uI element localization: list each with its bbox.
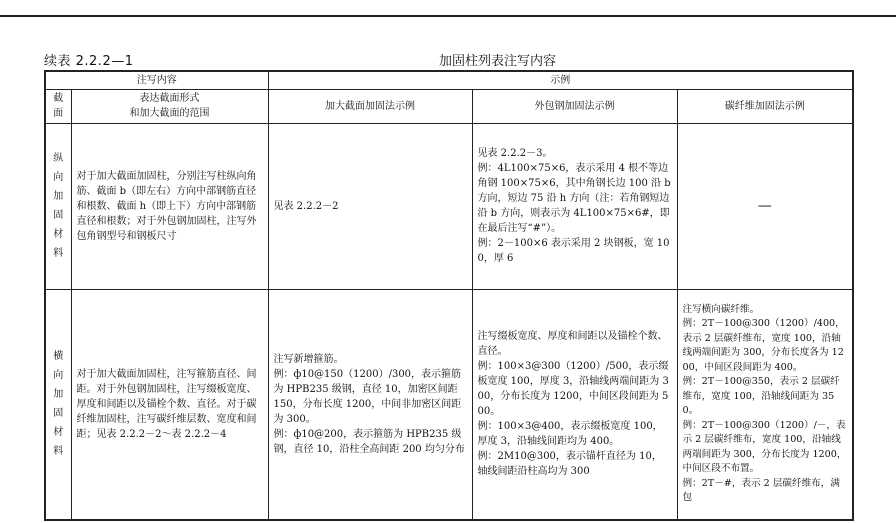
section-char: 向	[53, 370, 64, 382]
section-char: 横	[53, 351, 64, 363]
row-steel-example: 注写缀板宽度、厚度和间距以及锚栓个数、直径。 例：100×3@300（1200）/500，表示缀板宽度 100，厚度 3，沿轴线两端间距为 300，分布长度为 1200，中间区段间距为 500。 例：100×3@400，表示缀板宽度 100，厚度 3，沿轴线间距均为 400。 例：2M10@300，表示锚杆直径为 10，轴线间距沿柱高均为 300	[472, 289, 677, 520]
header-steel-method: 外包钢加固法示例	[472, 89, 677, 123]
row-fiber-example: —	[677, 123, 853, 289]
top-rule	[0, 15, 896, 17]
header-fiber-method: 碳纤维加固法示例	[677, 89, 853, 123]
section-char: 加	[53, 191, 64, 202]
table-title: 加固柱列表注写内容	[439, 54, 557, 69]
header-group-content: 注写内容	[45, 71, 268, 89]
header-group-row	[45, 71, 853, 89]
header-section: 截 面	[45, 89, 71, 123]
section-char: 加	[53, 389, 64, 401]
section-char: 纵	[53, 153, 64, 164]
row-enlarge-example: 注写新增箍筋。 例：ф10@150（1200）/300，表示箍筋为 HPB235 级钢，直径 10，加密区间距 150，分布长度 1200，中间非加密区间距为 300。 例：ф10@200，表示箍筋为 HPB235 级钢，直径 10，沿柱全高间距 200 均匀分布	[268, 289, 472, 520]
section-char: 固	[53, 408, 64, 420]
row-section-label	[45, 289, 71, 520]
row-section-label	[45, 123, 71, 289]
section-char: 材	[53, 427, 64, 439]
table-row	[45, 123, 853, 289]
header-description: 表达截面形式 和加大截面的范围	[71, 89, 268, 123]
table-row	[45, 289, 853, 520]
title-row	[44, 50, 852, 68]
header-group-examples: 示例	[268, 71, 853, 89]
row-fiber-example: 注写横向碳纤维。 例：2T－100@300（1200）/400，表示 2 层碳纤维布，宽度 100，沿轴线两端间距为 300，分布长度各为 1200，中间区段间距为 400。 例：2T－100@350，表示 2 层碳纤维布，宽度 100，沿轴线间距为 350。 例：2T－100@300（1200）/－，表示 2 层碳纤维布，宽度 100，沿轴线两端间距为 300，分布长度为 1200，中间区段不布置。 例：2T－#，表示 2 层碳纤维布，满包	[677, 289, 853, 520]
row-description: 对于加大截面加固柱，分别注写柱纵向角筋、截面 b（即左右）方向中部钢筋直径和根数、截面 h（即上下）方向中部钢筋直径和根数；对于外包钢加固柱，注写外包角钢型号和钢板尺寸	[71, 123, 268, 289]
row-enlarge-example: 见表 2.2.2－2	[268, 123, 472, 289]
header-enlarge-method: 加大截面加固法示例	[268, 89, 472, 123]
row-steel-example: 见表 2.2.2－3。 例：4L100×75×6，表示采用 4 根不等边角钢 100×75×6，其中角钢长边 100 沿 b 方向，短边 75 沿 h 方向（注：若角钢短边沿 b 方向，则表示为 4L100×75×6#，即在最后注写“#”）。 例：2－100×6 表示采用 2 块钢板，宽 100，厚 6	[472, 123, 677, 289]
section-char: 材	[53, 229, 64, 240]
table-label: 续表 2.2.2—1	[44, 54, 134, 69]
section-char: 向	[53, 172, 64, 183]
section-char: 料	[53, 446, 64, 458]
row-description: 对于加大截面加固柱，注写箍筋直径、间距。对于外包钢加固柱，注写缀板宽度、厚度和间距以及锚栓个数、直径。对于碳纤维加固柱，注写碳纤维层数、宽度和间距；见表 2.2.2－2～表 2.2.2－4	[71, 289, 268, 520]
section-char: 料	[53, 248, 64, 259]
header-column-row	[45, 89, 853, 123]
reinforced-column-table	[44, 70, 854, 521]
section-char: 固	[53, 210, 64, 221]
